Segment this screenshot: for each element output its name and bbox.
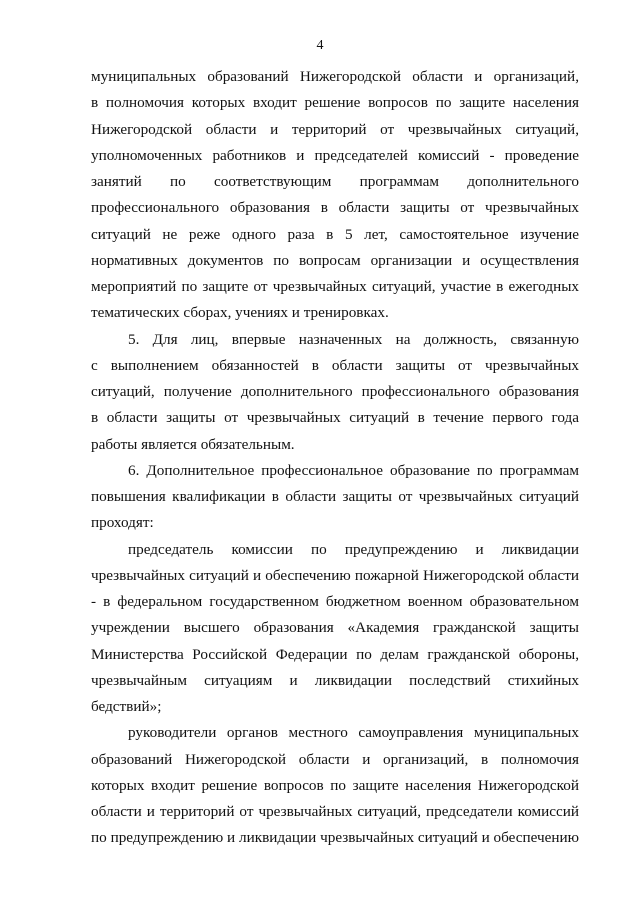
text-line: 5. Для лиц, впервые назначенных на должность, связанную: [128, 330, 579, 348]
text-line: муниципальных образований Нижегородской области и организаций,: [91, 68, 579, 85]
text-line: тематических сборах, учениях и тренировках.: [91, 304, 389, 322]
text-line: области и территорий от чрезвычайных ситуаций, председатели комиссий: [91, 803, 579, 820]
page-number: 4: [316, 38, 324, 53]
text-line: проходят:: [91, 514, 154, 532]
text-line: повышения квалификации в области защиты от чрезвычайных ситуаций: [91, 488, 579, 505]
text-line: чрезвычайных ситуаций и обеспечению пожарной Нижегородской области: [91, 566, 579, 584]
text-line: в полномочия которых входит решение вопросов по защите населения: [91, 94, 579, 112]
text-line: занятий по соответствующим программам дополнительного: [91, 173, 579, 190]
text-line: - в федеральном государственном бюджетном военном образовательном: [91, 593, 579, 610]
text-line: мероприятий по защите от чрезвычайных ситуаций, участие в ежегодных: [91, 278, 579, 295]
text-line: работы является обязательным.: [91, 435, 295, 453]
text-line: уполномоченных работников и председателей комиссий - проведение: [91, 146, 579, 164]
text-line: председатель комиссии по предупреждению и ликвидации: [128, 540, 579, 558]
body-text: [91, 64, 579, 852]
text-line: с выполнением обязанностей в области защиты от чрезвычайных: [91, 356, 579, 374]
text-line: чрезвычайным ситуациям и ликвидации последствий стихийных: [91, 671, 579, 689]
text-line: руководители органов местного самоуправления муниципальных: [128, 724, 579, 742]
text-line: нормативных документов по вопросам организации и осуществления: [91, 251, 579, 269]
text-line: ситуаций, получение дополнительного профессионального образования: [91, 383, 579, 400]
text-line: в области защиты от чрезвычайных ситуаций в течение первого года: [91, 409, 579, 427]
text-line: Нижегородской области и территорий от чрезвычайных ситуаций,: [91, 120, 579, 138]
text-line: ситуаций не реже одного раза в 5 лет, самостоятельное изучение: [91, 225, 579, 243]
text-line: бедствий»;: [91, 698, 162, 715]
text-line: Министерства Российской Федерации по делам гражданской обороны,: [91, 645, 579, 663]
text-line: которых входит решение вопросов по защите населения Нижегородской: [91, 776, 579, 794]
text-line: учреждении высшего образования «Академия гражданской защиты: [91, 619, 579, 637]
text-line: по предупреждению и ликвидации чрезвычайных ситуаций и обеспечению: [91, 829, 579, 847]
text-line: 6. Дополнительное профессиональное образование по программам: [128, 461, 579, 479]
text-line: образований Нижегородской области и организаций, в полномочия: [91, 750, 579, 768]
text-line: профессионального образования в области защиты от чрезвычайных: [91, 199, 579, 217]
